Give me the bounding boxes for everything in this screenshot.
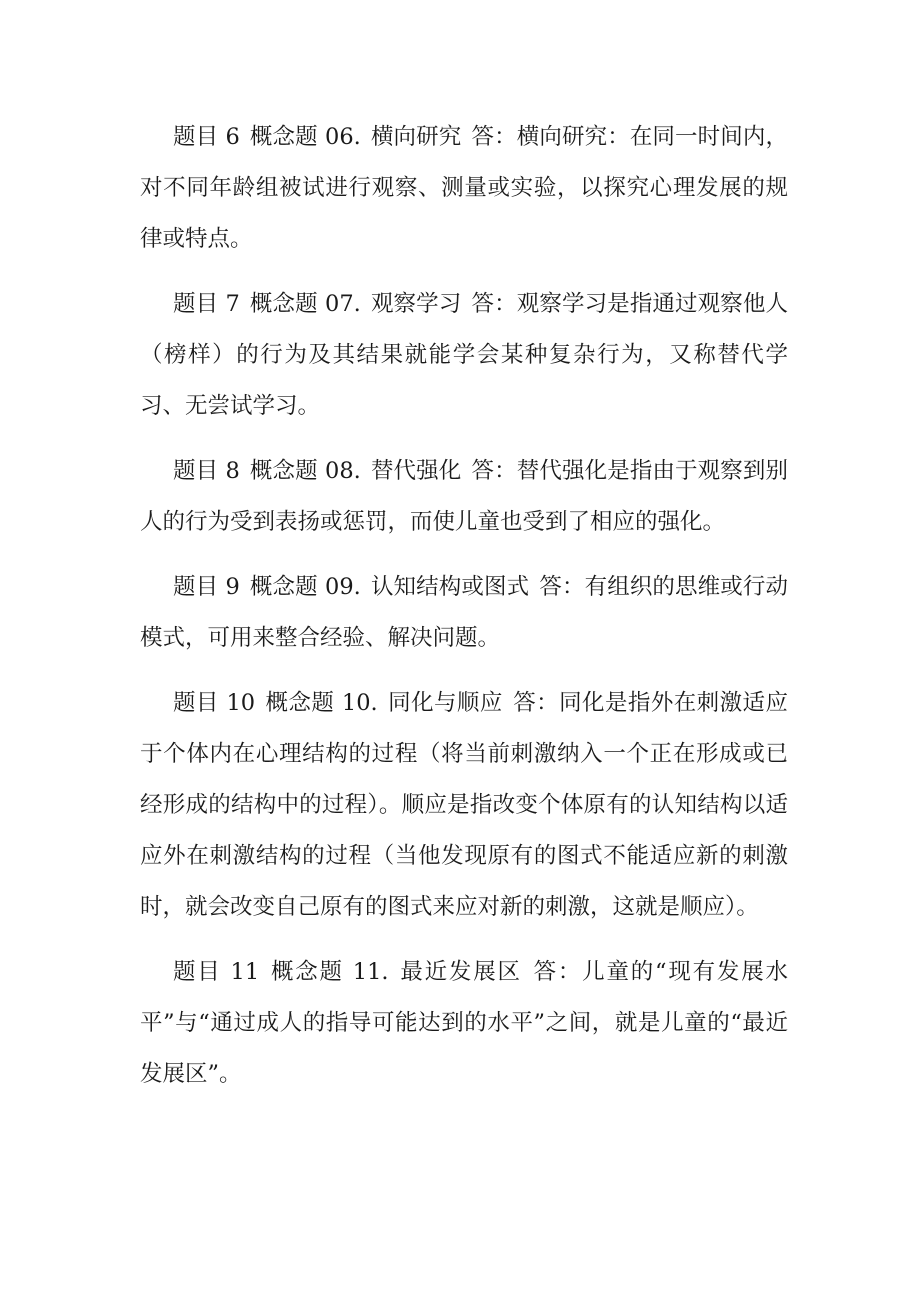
question-answer: 答：同化是指外在刺激适应于个体内在心理结构的过程（将当前刺激纳入一个正在形成或已经形成的结构中的过程）。顺应是指改变个体原有的认知结构以适应外在刺激结构的过程（当他发现原有的图式不能适应新的刺激时，就会改变自己原有的图式来应对新的刺激，这就是顺应）。 [140, 690, 788, 920]
question-type: 概念题 08. [249, 458, 361, 484]
question-number: 题目 6 [173, 124, 240, 150]
question-answer: 答：替代强化是指由于观察到别人的行为受到表扬或惩罚，而使儿童也受到了相应的强化。 [140, 458, 788, 535]
document-body [140, 112, 788, 1114]
question-answer: 答：横向研究：在同一时间内，对不同年龄组被试进行观察、测量或实验，以探究心理发展的规律或特点。 [140, 124, 788, 252]
question-title: 最近发展区 [398, 959, 522, 985]
question-number: 题目 10 [173, 690, 256, 716]
question-paragraph-10 [140, 678, 788, 933]
question-title: 替代强化 [370, 458, 462, 484]
question-title: 同化与顺应 [387, 690, 503, 716]
question-answer: 答：有组织的思维或行动模式，可用来整合经验、解决问题。 [140, 574, 788, 651]
question-type: 概念题 09. [249, 574, 361, 600]
question-answer: 答：儿童的“现有发展水平”与“通过成人的指导可能达到的水平”之间，就是儿童的“最近发展区”。 [140, 959, 788, 1087]
question-type: 概念题 06. [249, 124, 361, 150]
question-number: 题目 7 [173, 291, 240, 317]
question-paragraph-6 [140, 112, 788, 265]
question-answer: 答：观察学习是指通过观察他人（榜样）的行为及其结果就能学会某种复杂行为，又称替代学习、无尝试学习。 [140, 291, 788, 419]
question-title: 横向研究 [370, 124, 462, 150]
question-paragraph-8 [140, 446, 788, 548]
question-title: 认知结构或图式 [370, 574, 530, 600]
question-number: 题目 8 [173, 458, 240, 484]
question-type: 概念题 11. [269, 959, 389, 985]
question-paragraph-7 [140, 279, 788, 432]
question-paragraph-11 [140, 947, 788, 1100]
question-number: 题目 11 [173, 959, 260, 985]
question-type: 概念题 07. [249, 291, 361, 317]
question-paragraph-9 [140, 562, 788, 664]
question-title: 观察学习 [370, 291, 462, 317]
question-number: 题目 9 [173, 574, 240, 600]
question-type: 概念题 10. [265, 690, 378, 716]
